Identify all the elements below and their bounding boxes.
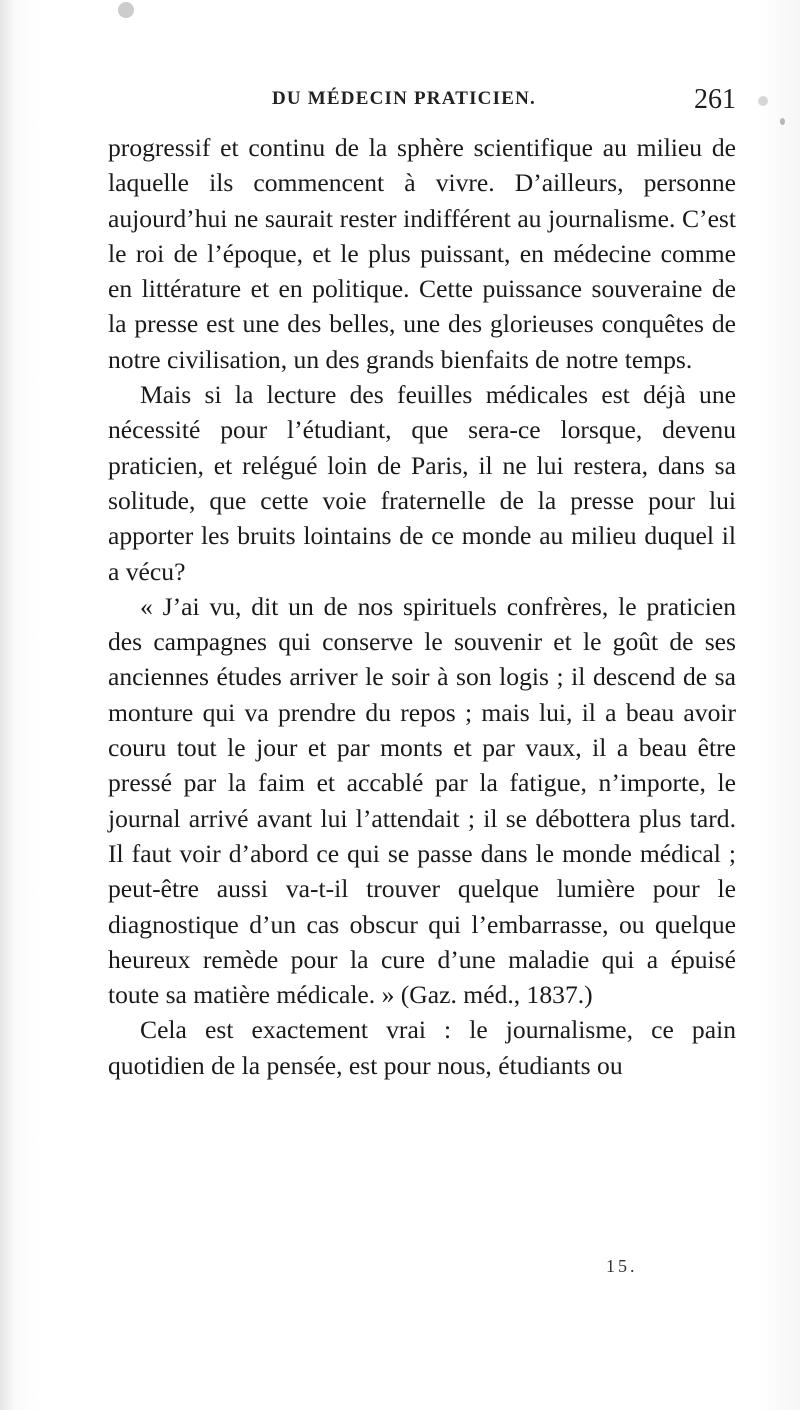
page-gutter-shadow — [0, 0, 14, 1410]
signature-mark: 15. — [606, 1256, 638, 1276]
ink-speck — [758, 96, 768, 106]
paragraph: progressif et continu de la sphère scientifique au milieu de laquelle ils commencent à vivre. D’ailleurs, personne aujourd’hui ne saurait rester indifférent au journalisme. C’est le roi de l’époque, et le plus puissant, en médecine comme en littérature et en politique. Cette puissance souveraine de la presse est une des belles, une des glorieuses conquêtes de notre civilisation, un des grands bienfaits de notre temps. — [108, 133, 736, 374]
ink-speck — [780, 118, 785, 125]
paragraph: Mais si la lecture des feuilles médicales est déjà une nécessité pour l’étudiant, que sera-ce lorsque, devenu praticien, et relégué loin de Paris, il ne lui restera, dans sa solitude, que cette voie fraternelle de la presse pour lui apporter les bruits lointains de ce monde au milieu duquel il a vécu? — [108, 380, 736, 586]
page-header — [108, 84, 736, 118]
ink-speck — [118, 2, 134, 18]
paragraph: « J’ai vu, dit un de nos spirituels confrères, le praticien des campagnes qui conserve le souvenir et le goût de ses anciennes études arriver le soir à son logis ; il descend de sa monture qui va prendre du repos ; mais lui, il a beau avoir couru tout le jour et par monts et par vaux, il a beau être pressé par la faim et accablé par la fatigue, n’importe, le journal arrivé avant lui l’attendait ; il se débottera plus tard. Il faut voir d’abord ce qui se passe dans le monde médical ; peut-être aussi va-t-il trouver quelque lumière pour le diagnostique d’un cas obscur qui l’embarrasse, ou quelque heureux remède pour la cure d’une maladie qui a épuisé toute sa matière médicale. » (Gaz. méd., 1837.) — [108, 591, 736, 1010]
page-number: 261 — [694, 84, 736, 115]
paragraph: Cela est exactement vrai : le journalisme, ce pain quotidien de la pensée, est pour nous, étudiants ou — [108, 1015, 736, 1080]
running-title: DU MÉDECIN PRATICIEN. — [272, 88, 536, 109]
body-text — [108, 130, 736, 1083]
